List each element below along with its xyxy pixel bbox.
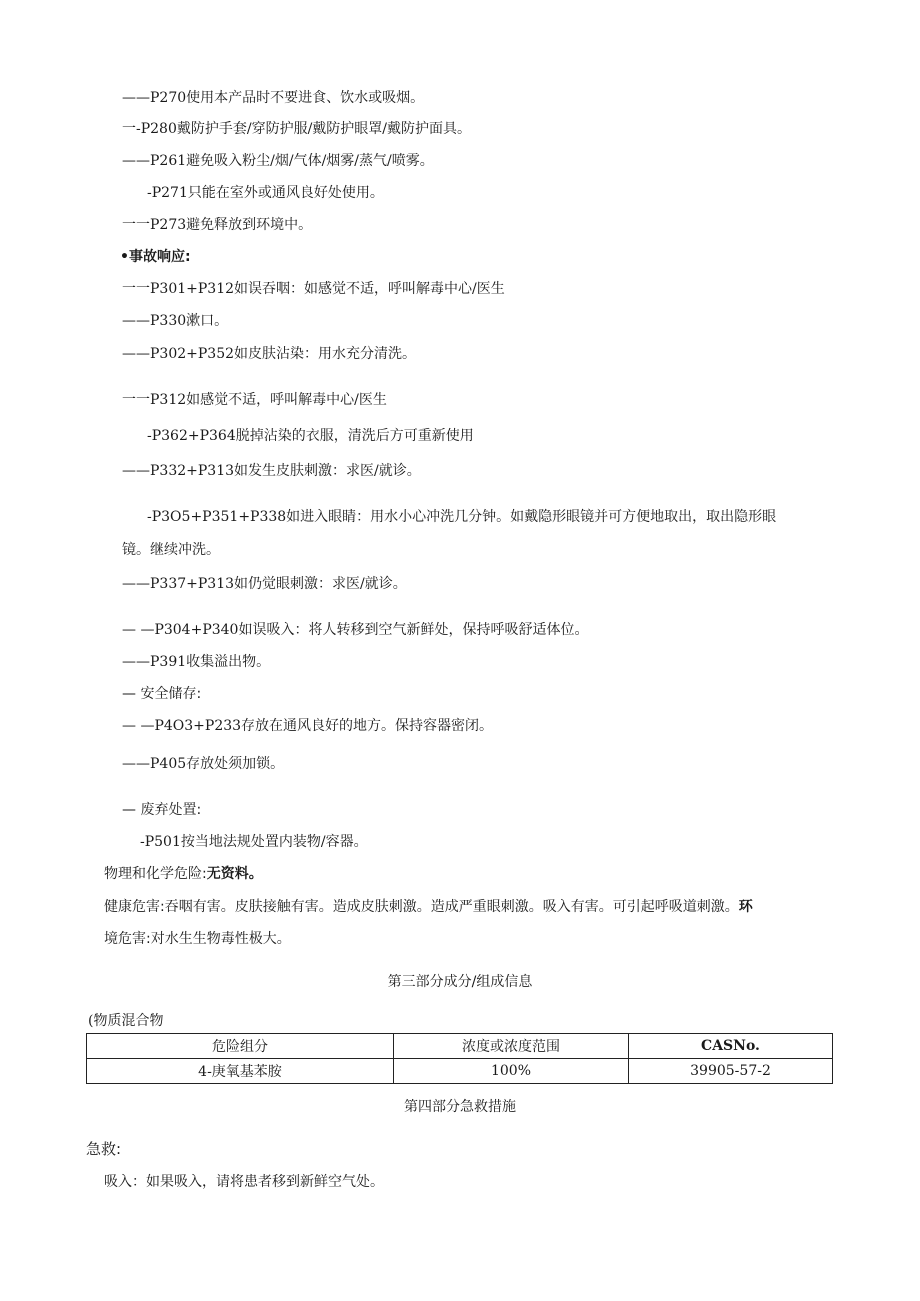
cell-component: 4-庚氧基苯胺 [87,1059,394,1084]
table-row [87,1059,833,1084]
env-label-part1: 环 [738,899,753,915]
section4-title: 第四部分急救措施 [404,1099,516,1115]
response-line: -P3O5+P351+P338如进入眼睛：用水小心冲洗几分钟。如戴隐形眼镜并可方便地取出，取出隐形眼 [147,509,777,525]
response-heading: •事故响应: [120,249,191,265]
physchem-label: 物理和化学危险: [104,866,207,882]
response-line: ——P330漱口。 [122,313,229,329]
column-header-component: 危险组分 [87,1034,394,1059]
health-label: 健康危害: [104,899,165,915]
health-value: 吞咽有害。皮肤接触有害。造成皮肤刺激。造成严重眼刺激。吸入有害。可引起呼吸道刺激。 [164,899,739,915]
response-line: ——P302+P352如皮肤沾染：用水充分清洗。 [122,346,417,362]
storage-line: — —P4O3+P233存放在通风良好的地方。保持容器密闭。 [122,718,494,734]
substance-note: (物质混合物 [88,1013,164,1029]
composition-table [86,1033,833,1084]
response-line: ——P332+P313如发生皮肤刺激：求医/就诊。 [122,463,421,479]
storage-line: ——P405存放处须加锁。 [122,756,285,772]
inhalation-line: 吸入：如果吸入，请将患者移到新鲜空气处。 [104,1174,384,1190]
env-value: 对水生生物毒性极大。 [150,931,291,947]
cell-concentration: 100% [394,1059,629,1084]
physchem-hazard [104,864,263,884]
response-line: 镜。继续冲洗。 [122,542,220,558]
environment-hazard [104,929,291,949]
column-header-cas: CASNo. [629,1034,833,1059]
precaution-line: 一-P280戴防护手套/穿防护服/戴防护眼罩/戴防护面具。 [122,121,472,137]
precaution-line: ——P261避免吸入粉尘/烟/气体/烟雾/蒸气/喷雾。 [122,153,434,169]
first-aid-label: 急救: [86,1140,122,1158]
health-hazard [104,897,753,917]
precaution-line: -P271只能在室外或通风良好处使用。 [147,185,384,201]
column-header-concentration: 浓度或浓度范围 [394,1034,629,1059]
response-line: ——P337+P313如仍觉眼刺激：求医/就诊。 [122,576,407,592]
disposal-line: -P501按当地法规处置内装物/容器。 [140,834,368,850]
response-line: ——P391收集溢出物。 [122,654,271,670]
env-label-part2: 境危害: [104,931,151,947]
section3-title: 第三部分成分/组成信息 [387,974,533,990]
response-line: -P362+P364脱掉沾染的衣服，清洗后方可重新使用 [147,428,474,444]
precaution-line: 一一P273避免释放到环境中。 [122,217,313,233]
precaution-line: ——P270使用本产品时不要进食、饮水或吸烟。 [122,90,425,106]
response-line: 一一P312如感觉不适，呼叫解毒中心/医生 [122,392,387,408]
table-header-row [87,1034,833,1059]
storage-heading: — 安全储存: [122,686,202,702]
physchem-value: 无资料。 [206,866,263,882]
response-line: 一一P301+P312如误吞咽：如感觉不适，呼叫解毒中心/医生 [122,281,505,297]
cell-cas: 39905-57-2 [629,1059,833,1084]
response-line: — —P304+P340如误吸入：将人转移到空气新鲜处，保持呼吸舒适体位。 [122,622,589,638]
disposal-heading: — 废弃处置: [122,802,202,818]
